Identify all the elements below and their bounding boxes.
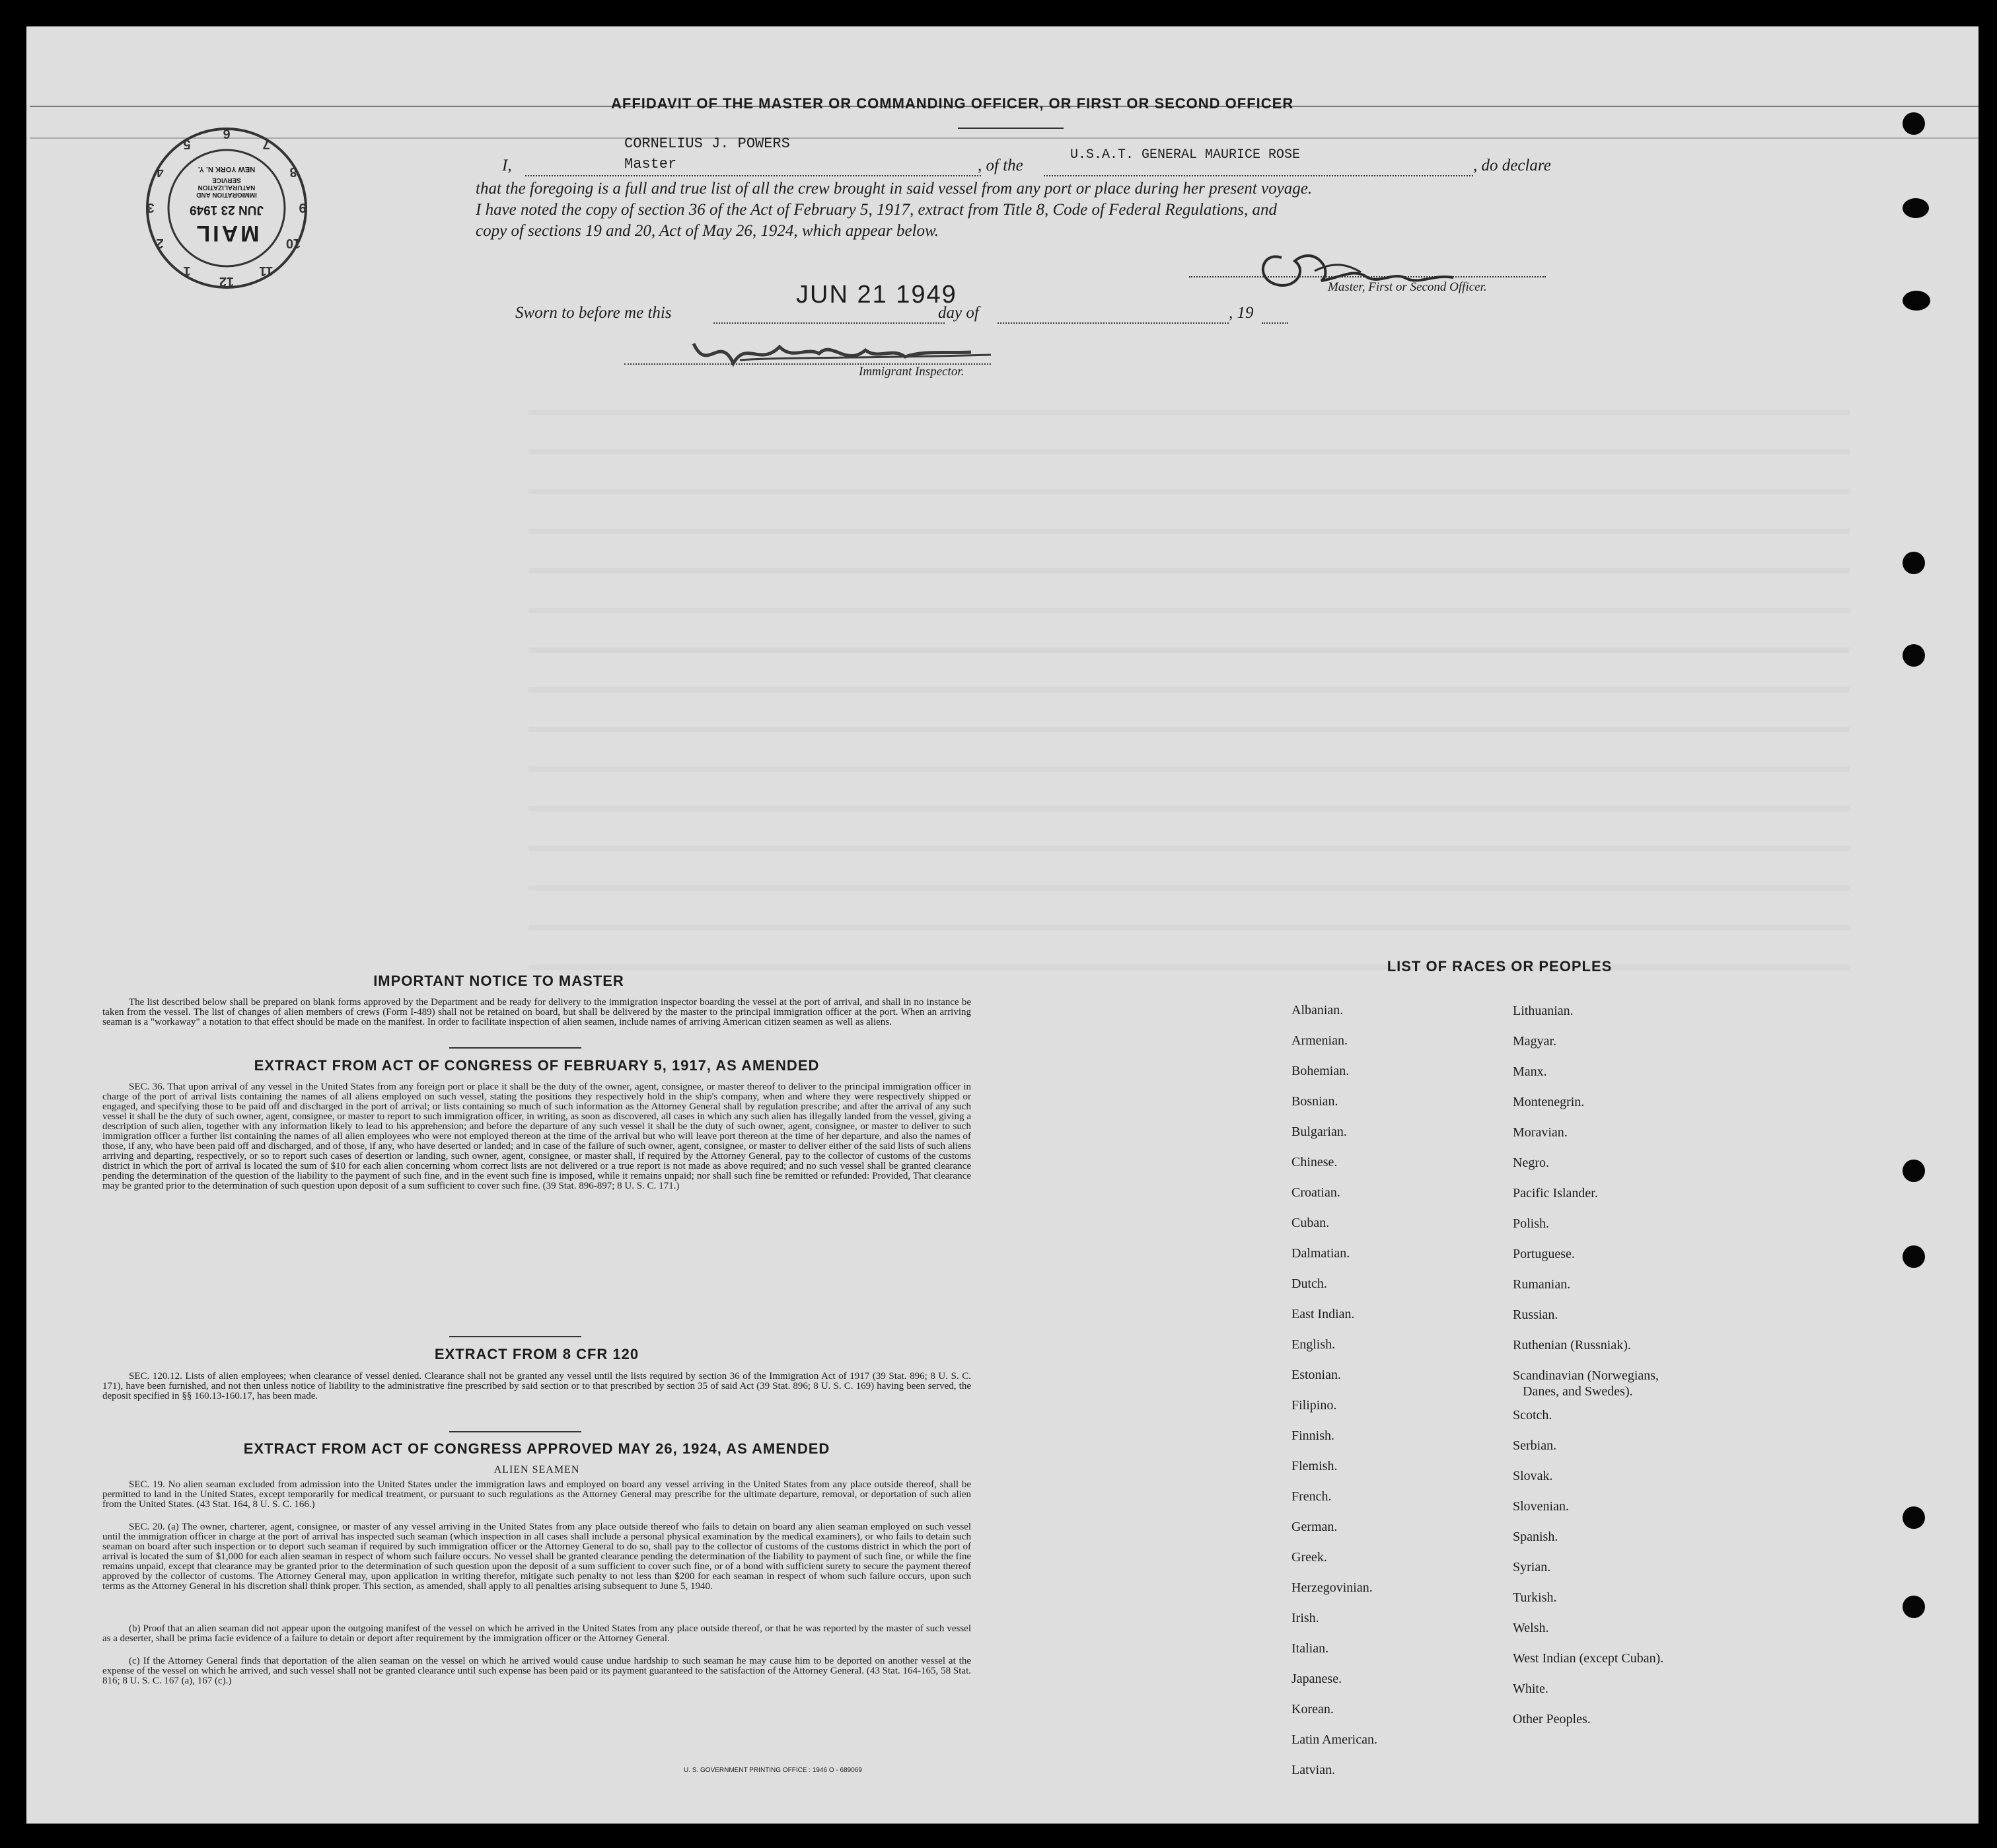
race-item: German. <box>1291 1520 1338 1534</box>
race-item: Slovak. <box>1513 1469 1553 1483</box>
sworn-date-line <box>713 322 945 324</box>
extract-1924-sec20a: SEC. 20. (a) The owner, charterer, agent, consignee, or master of any vessel arriving in the United States from any place outside thereof who fails to detain on board any alien seaman employed on such vessel until the immigration officer in charge at the port of arrival has inspected such seaman (which inspection in all cases shall include a personal physical examination by the medical examiners), or who fails to detain such seaman on board after such inspection or to deport such seaman if required by such immigration officer or the Attorney General to do so, shall pay to the collector of customs of the customs district in which the port of arrival is located the sum of $1,000 for each alien seaman in respect of whom such failure occurs. No vessel shall be granted clearance pending the determination of the liability to payment of such fine, or while the fine remains unpaid, except that clearance may be granted prior to the determination of such question upon the deposit of a sum sufficient to cover such fine, or of a bond with sufficient surety to secure the payment thereof approved by the collector of customs. The Attorney General may, upon application in writing therefor, mitigate such penalty to not less than $200 for each seaman in respect of whom such failure occurs, upon such terms as the Attorney General in his discretion shall think proper. This section, as amended, shall apply to all penalties arising subsequent to June 5, 1940. <box>102 1522 971 1592</box>
race-item: Rumanian. <box>1513 1277 1571 1292</box>
race-item: Portuguese. <box>1513 1247 1575 1261</box>
race-item: Korean. <box>1291 1702 1334 1717</box>
master-signature-line <box>1189 276 1546 277</box>
bleed-through-line <box>528 727 1850 732</box>
bleed-through-line <box>528 568 1850 573</box>
svg-text:12: 12 <box>219 274 235 289</box>
printing-office-imprint: U. S. GOVERNMENT PRINTING OFFICE : 1946 O - 689069 <box>684 1767 862 1774</box>
race-item: Ruthenian (Russniak). <box>1513 1338 1631 1352</box>
race-item: Scandinavian (Norwegians, Danes, and Swedes). <box>1513 1368 1659 1399</box>
day-of-line <box>998 322 1229 324</box>
race-item: Chinese. <box>1291 1155 1338 1169</box>
svg-text:2: 2 <box>156 236 164 250</box>
race-item: Finnish. <box>1291 1428 1335 1443</box>
bleed-through-line <box>528 885 1850 891</box>
affidavit-heading: AFFIDAVIT OF THE MASTER OR COMMANDING OFFICER, OR FIRST OR SECOND OFFICER <box>611 95 1294 112</box>
master-rank: Master <box>624 156 677 172</box>
bleed-through-line <box>528 687 1850 692</box>
extract-1924-sec20c: (c) If the Attorney General finds that deportation of the alien seaman on the vessel on which he arrived would cause undue hardship to such seaman he may cause him to be deported on another vessel at the expense of the vessel on which he arrived, and such vessel shall not be granted clearance until such expense has been paid or its payment guaranteed to the satisfaction of the Attorney General. (43 Stat. 164-165, 58 Stat. 816; 8 U. S. C. 167 (a), 167 (c).) <box>102 1656 971 1686</box>
punch-hole <box>1903 1160 1925 1182</box>
vessel-dotted-line <box>1044 175 1473 176</box>
bleed-through-line <box>528 925 1850 930</box>
race-item: Greek. <box>1291 1550 1327 1565</box>
punch-hole <box>1903 198 1929 218</box>
master-caption: Master, First or Second Officer. <box>1328 280 1487 294</box>
svg-text:4: 4 <box>156 165 164 179</box>
inspector-caption: Immigrant Inspector. <box>859 365 964 379</box>
sworn-date-stamp: JUN 21 1949 <box>796 281 957 309</box>
race-item: Montenegrin. <box>1513 1095 1585 1109</box>
extract-cfr-heading: EXTRACT FROM 8 CFR 120 <box>434 1346 639 1362</box>
punch-hole <box>1903 112 1925 135</box>
bleed-through-line <box>528 806 1850 811</box>
race-item: Negro. <box>1513 1156 1549 1170</box>
race-item: Japanese. <box>1291 1672 1342 1686</box>
race-item: English. <box>1291 1337 1336 1352</box>
svg-text:11: 11 <box>259 264 273 278</box>
race-item: Turkish. <box>1513 1590 1557 1605</box>
master-name: CORNELIUS J. POWERS <box>624 135 790 152</box>
race-item: Dalmatian. <box>1291 1246 1350 1261</box>
race-item: Magyar. <box>1513 1034 1557 1049</box>
race-item: Armenian. <box>1291 1033 1348 1048</box>
race-item: Russian. <box>1513 1308 1558 1322</box>
race-item: Cuban. <box>1291 1216 1330 1230</box>
extract-1924-sec19: SEC. 19. No alien seaman excluded from admission into the United States under the immigration laws and employed on board any vessel arriving in the United States from any place outside thereof, shall be permitted to land in the United States, except temporarily for medical treatment, or pursuant to such regulations as the Attorney General may prescribe for the ultimate departure, removal, or deportation of such alien from the United States. (43 Stat. 164, 8 U. S. C. 166.) <box>102 1479 971 1510</box>
race-item: Croatian. <box>1291 1185 1340 1200</box>
section-divider <box>449 1047 581 1049</box>
affidavit-text-line-2: I have noted the copy of section 36 of the Act of February 5, 1917, extract from Title 8, Code of Federal Regulations, and <box>476 201 1277 219</box>
notice-body: The list described below shall be prepared on blank forms approved by the Department and be ready for delivery to the immigration inspector boarding the vessel at the port of arrival, and shall in no instance be taken from the vessel. The list of changes of alien members of crews (Form I-489) shall not be retained on board, but shall be delivered by the master to the principal immigration officer at the port. When an arriving seaman is a "workaway" a notation to that effect should be made on the manifest. In order to facilitate inspection of alien seamen, include names of arriving American citizen seamen as well as aliens. <box>102 997 971 1027</box>
race-item: Latvian. <box>1291 1763 1336 1777</box>
races-heading: LIST OF RACES OR PEOPLES <box>1387 958 1613 975</box>
notice-heading: IMPORTANT NOTICE TO MASTER <box>373 973 624 989</box>
race-item: Polish. <box>1513 1216 1550 1231</box>
sworn-label: Sworn to before me this <box>515 304 672 322</box>
affidavit-text-line-1: that the foregoing is a full and true list of all the crew brought in said vessel from any port or place during her present voyage. <box>476 180 1313 198</box>
year-line <box>1262 322 1288 324</box>
race-item: Albanian. <box>1291 1003 1344 1017</box>
race-item: Estonian. <box>1291 1368 1341 1382</box>
extract-cfr-body: SEC. 120.12. Lists of alien employees; when clearance of vessel denied. Clearance shall not be granted any vessel until the lists required by section 36 of the Immigration Act of 1917 (39 Stat. 896; 8 U. S. C. 171), have been furnished, and not then unless notice of liability to the administrative fine prescribed by said section or to that prescribed by section 35 of said Act (39 Stat. 896; 8 U. S. C. 169) having been served, the deposit specified in §§ 160.13-160.17, has been made. <box>102 1371 971 1401</box>
punch-hole <box>1903 644 1925 667</box>
rank-dotted-line <box>525 175 981 176</box>
bleed-through-line <box>528 410 1850 415</box>
bleed-through-line <box>528 766 1850 772</box>
vessel-name: U.S.A.T. GENERAL MAURICE ROSE <box>1070 147 1301 163</box>
extract-1924-sec20b: (b) Proof that an alien seaman did not appear upon the outgoing manifest of the vessel on which he arrived in the United States from any place outside thereof, or that he was reported by the master of such vessel as a deserter, shall be prima facie evidence of a failure to detain or deport after requirement by the immigration officer or the Attorney General. <box>102 1623 971 1644</box>
race-item: Bohemian. <box>1291 1064 1350 1078</box>
svg-text:9: 9 <box>299 200 307 215</box>
svg-text:7: 7 <box>262 137 270 151</box>
bleed-through-line <box>528 846 1850 851</box>
race-item: Bulgarian. <box>1291 1125 1347 1139</box>
race-item: Manx. <box>1513 1064 1547 1079</box>
race-item: West Indian (except Cuban). <box>1513 1651 1664 1666</box>
race-item: Syrian. <box>1513 1560 1551 1574</box>
day-of-label: day of <box>938 304 979 322</box>
affidavit-text-line-3: copy of sections 19 and 20, Act of May 26, 1924, which appear below. <box>476 222 939 240</box>
svg-text:3: 3 <box>147 200 155 215</box>
extract-1917-heading: EXTRACT FROM ACT OF CONGRESS OF FEBRUARY 5, 1917, AS AMENDED <box>254 1057 820 1074</box>
immigration-postmark-stamp <box>144 126 309 291</box>
of-the-label: , of the <box>978 157 1023 174</box>
race-item: Dutch. <box>1291 1276 1327 1291</box>
do-declare-label: , do declare <box>1473 157 1551 174</box>
punch-hole <box>1903 552 1925 574</box>
race-item: East Indian. <box>1291 1307 1355 1321</box>
svg-text:8: 8 <box>289 165 297 179</box>
punch-hole <box>1903 1596 1925 1618</box>
alien-seamen-subheading: ALIEN SEAMEN <box>493 1464 580 1475</box>
race-item: Lithuanian. <box>1513 1004 1574 1018</box>
bleed-through-line <box>528 647 1850 653</box>
race-item: French. <box>1291 1489 1332 1504</box>
punch-hole <box>1903 1506 1925 1529</box>
svg-text:1: 1 <box>183 264 191 278</box>
stamp-mail-label: MAIL <box>194 221 260 246</box>
punch-hole <box>1903 291 1930 311</box>
top-rule <box>30 137 1979 139</box>
bleed-through-line <box>528 449 1850 455</box>
race-item: Pacific Islander. <box>1513 1186 1598 1201</box>
race-item: Spanish. <box>1513 1530 1558 1544</box>
section-divider <box>449 1431 581 1432</box>
svg-text:10: 10 <box>285 236 301 250</box>
race-item: White. <box>1513 1682 1548 1696</box>
race-item: Welsh. <box>1513 1621 1549 1635</box>
stamp-city: NEW YORK N. Y. <box>198 165 256 173</box>
stamp-service: IMMIGRATION AND NATURALIZATION SERVICE <box>196 176 257 198</box>
race-item: Filipino. <box>1291 1398 1337 1413</box>
race-item: Other Peoples. <box>1513 1712 1591 1726</box>
race-item: Latin American. <box>1291 1732 1377 1747</box>
svg-text:6: 6 <box>223 126 231 141</box>
race-item: Bosnian. <box>1291 1094 1338 1109</box>
extract-1924-heading: EXTRACT FROM ACT OF CONGRESS APPROVED MAY 26, 1924, AS AMENDED <box>243 1440 830 1457</box>
section-divider <box>449 1336 581 1337</box>
race-item: Scotch. <box>1513 1408 1552 1423</box>
bleed-through-line <box>528 489 1850 494</box>
race-item: Italian. <box>1291 1641 1329 1656</box>
bleed-through-line <box>528 608 1850 613</box>
heading-underline <box>958 128 1064 129</box>
race-item: Flemish. <box>1291 1459 1338 1473</box>
race-item: Herzegovinian. <box>1291 1580 1373 1595</box>
svg-text:5: 5 <box>183 137 191 151</box>
year-prefix: , 19 <box>1229 304 1254 322</box>
document-page <box>26 26 1979 1824</box>
stamp-date: JUN 23 1949 <box>190 203 264 217</box>
bleed-through-line <box>528 529 1850 534</box>
extract-1917-body: SEC. 36. That upon arrival of any vessel in the United States from any foreign port or place it shall be the duty of the owner, agent, consignee, or master thereof to deliver to the principal immigration officer in charge of the port of arrival lists containing the names of all aliens employed on such vessel, stating the positions they respectively hold in the ship's company, when and where they were respectively shipped or engaged, and specifying those to be paid off and discharged in the port of arrival; or lists containing so much of such information as the Attorney General shall by regulation prescribe; and after the arrival of any such vessel it shall be the duty of such owner, agent, consignee, or master to report to such immigration officer, in writing, as soon as discovered, all cases in which any such alien has illegally landed from the vessel, giving a description of such alien, together with any information likely to lead to his apprehension; and before the departure of any such vessel it shall be the duty of such owner, agent, consignee, or master to deliver to such immigration officer a further list containing the names of all alien employees who were not employed thereon at the time of the arrival but who will leave port thereon at the time of her departure, and also the names of those, if any, who have been paid off and discharged, and of those, if any, who have deserted or landed; and in case of the failure of such owner, agent, consignee, or master to deliver either of the said lists of such aliens arriving and departing, respectively, or so to report such cases of desertion or landing, such owner, agent, consignee, or master shall, if required by the Attorney General, pay to the collector of customs of the customs district in which the port of arrival is located the sum of $10 for each alien concerning whom correct lists are not delivered or a true report is not made as above required; and no such vessel shall be granted clearance pending the determination of the question of the liability to the payment of such fine, and in the event such fine is imposed, while it remains unpaid; nor shall such fine be remitted or refunded: Provided, That clearance may be granted prior to the determination of such question upon deposit of a sum sufficient to cover such fine. (39 Stat. 896-897; 8 U. S. C. 171.) <box>102 1082 971 1191</box>
race-item: Slovenian. <box>1513 1499 1569 1514</box>
race-item: Irish. <box>1291 1611 1319 1625</box>
punch-hole <box>1903 1245 1925 1268</box>
race-item: Serbian. <box>1513 1438 1557 1453</box>
race-item: Moravian. <box>1513 1125 1568 1140</box>
i-label: I, <box>502 157 512 174</box>
